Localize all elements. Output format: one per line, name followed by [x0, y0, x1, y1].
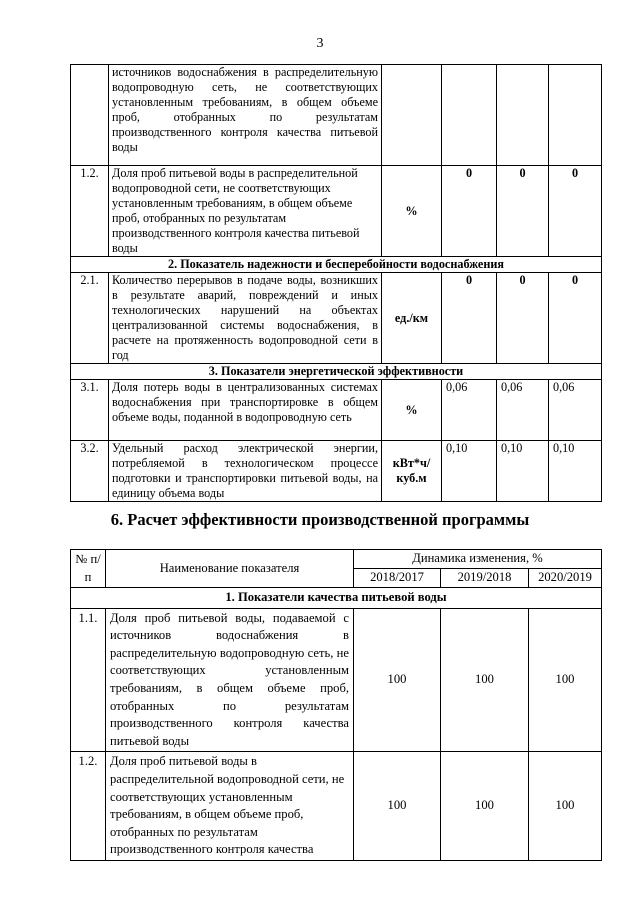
- section-title: 1. Показатели качества питьевой воды: [71, 588, 602, 609]
- unit-cell: кВт*ч/ куб.м: [382, 441, 442, 502]
- efficiency-table: [70, 549, 602, 861]
- indicator-name: источников водоснабжения в распределительную водопроводную сеть, не соответствующих установленным требованиям, в общем объеме проб, отобранных по результатам производственного контроля качества питьевой воды: [109, 65, 382, 166]
- value-cell: 0,10: [497, 441, 549, 502]
- page-number: 3: [316, 36, 324, 51]
- row-number: 2.1.: [71, 273, 109, 364]
- section-title: 3. Показатели энергетической эффективности: [71, 364, 602, 380]
- indicator-name: Доля проб питьевой воды в распределительной водопроводной сети, не соответствующих установленным требованиям, в общем объеме проб, отобранных по результатам производственного контроля качества: [106, 752, 354, 861]
- value-cell: 100: [354, 752, 441, 861]
- row-number: 3.1.: [71, 380, 109, 441]
- unit-cell: ед./км: [382, 273, 442, 364]
- value-cell: 0,06: [442, 380, 497, 441]
- table-row: [71, 380, 602, 441]
- section-heading: 6. Расчет эффективности производственной программы: [110, 510, 530, 529]
- header-dynamics: Динамика изменения, %: [354, 550, 602, 569]
- section-row: [71, 364, 602, 380]
- table-row: [71, 65, 602, 166]
- section-row: [71, 257, 602, 273]
- header-number: № п/п: [71, 550, 106, 588]
- value-cell: 0: [549, 166, 602, 257]
- indicator-name: Доля потерь воды в централизованных системах водоснабжения при транспортировке в общем объеме воды, поданной в водопроводную сеть: [109, 380, 382, 441]
- value-cell: 0: [497, 166, 549, 257]
- indicators-table: [70, 64, 602, 502]
- value-cell: 0: [442, 273, 497, 364]
- value-cell: 100: [354, 608, 441, 752]
- header-year: 2019/2018: [441, 569, 529, 588]
- value-cell: 0,10: [442, 441, 497, 502]
- value-cell: 100: [441, 608, 529, 752]
- table-row: [71, 608, 602, 752]
- value-cell: 0,10: [549, 441, 602, 502]
- indicator-name: Доля проб питьевой воды в распределительной водопроводной сети, не соответствующих установленным требованиям, в общем объеме проб, отобранных по результатам производственного контроля качества питьевой воды: [109, 166, 382, 257]
- header-name: Наименование показателя: [106, 550, 354, 588]
- value-cell: 100: [441, 752, 529, 861]
- value-cell: 0,06: [549, 380, 602, 441]
- row-number: 1.1.: [71, 608, 106, 752]
- header-row: [71, 550, 602, 569]
- row-number: 1.2.: [71, 166, 109, 257]
- unit-cell: %: [382, 380, 442, 441]
- header-year: 2018/2017: [354, 569, 441, 588]
- value-cell: 0,06: [497, 380, 549, 441]
- row-number: [71, 65, 109, 166]
- table-row: [71, 166, 602, 257]
- unit-cell: %: [382, 166, 442, 257]
- table-row: [71, 273, 602, 364]
- section-row: [71, 588, 602, 609]
- value-cell: 100: [529, 608, 602, 752]
- row-number: 3.2.: [71, 441, 109, 502]
- table-row: [71, 752, 602, 861]
- indicator-name: Доля проб питьевой воды, подаваемой с источников водоснабжения в распределительную водопроводную сеть, не соответствующих установленным требованиям, в общем объеме проб, отобранных по результатам производственного контроля качества питьевой воды: [106, 608, 354, 752]
- row-number: 1.2.: [71, 752, 106, 861]
- value-cell: 0: [497, 273, 549, 364]
- value-cell: 0: [442, 166, 497, 257]
- header-year: 2020/2019: [529, 569, 602, 588]
- value-cell: 0: [549, 273, 602, 364]
- indicator-name: Удельный расход электрической энергии, потребляемой в технологическом процессе подготовки и транспортировки питьевой воды, на единицу объема воды: [109, 441, 382, 502]
- value-cell: 100: [529, 752, 602, 861]
- section-title: 2. Показатель надежности и бесперебойности водоснабжения: [71, 257, 602, 273]
- table-row: [71, 441, 602, 502]
- indicator-name: Количество перерывов в подаче воды, возникших в результате аварий, повреждений и иных технологических нарушений на объектах централизованной системы водоснабжения, в расчете на протяженность водопроводной сети в год: [109, 273, 382, 364]
